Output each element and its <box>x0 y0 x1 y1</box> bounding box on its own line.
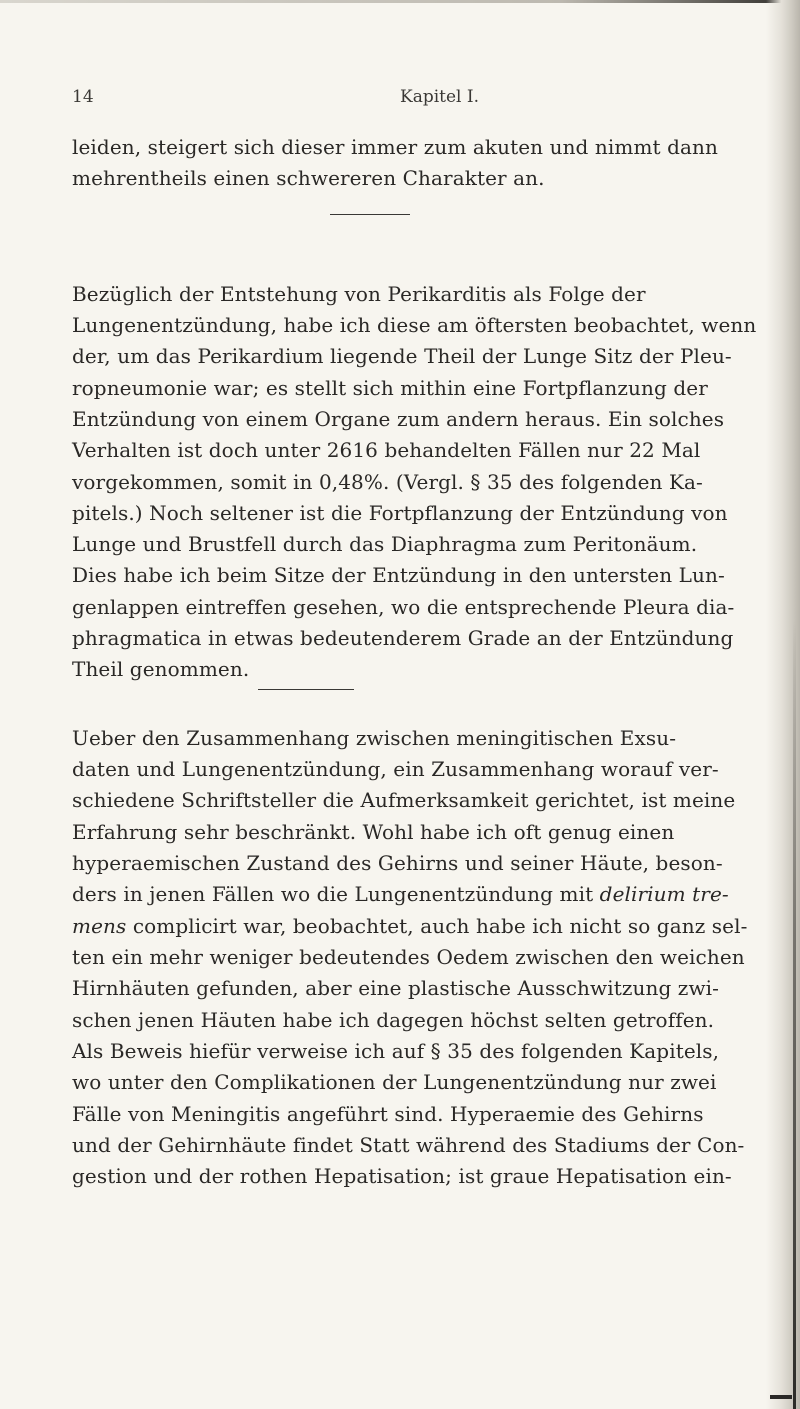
running-head: Kapitel I. <box>400 87 480 107</box>
text-line: mehrentheils einen schwereren Charakter an. <box>72 166 545 190</box>
text-line: Bezüglich der Entstehung von Perikarditis als Folge der <box>72 282 646 306</box>
text-line: Ueber den Zusammenhang zwischen meningitischen Exsu- <box>72 726 677 750</box>
text-line: Dies habe ich beim Sitze der Entzündung in den untersten Lun- <box>72 563 725 587</box>
text-line: Theil genommen. <box>72 657 250 681</box>
text-line: der, um das Perikardium liegende Theil der Lunge Sitz der Pleu- <box>72 344 732 368</box>
text-fragment: complicirt war, beobachtet, auch habe ich nicht so ganz sel- <box>126 914 748 938</box>
text-line: Hirnhäuten gefunden, aber eine plastische Ausschwitzung zwi- <box>72 976 720 1000</box>
text-line: vorgekommen, somit in 0,48%. (Vergl. § 35 des folgenden Ka- <box>72 470 703 494</box>
text-line: daten und Lungenentzündung, ein Zusammenhang worauf ver- <box>72 757 719 781</box>
text-line <box>72 884 729 904</box>
text-line: pitels.) Noch seltener ist die Fortpflanzung der Entzündung von <box>72 501 728 525</box>
text-line: Erfahrung sehr beschränkt. Wohl habe ich oft genug einen <box>72 820 675 844</box>
page-edge-line <box>793 620 796 1409</box>
text-line <box>72 916 747 936</box>
text-line: hyperaemischen Zustand des Gehirns und seiner Häute, beson- <box>72 851 723 875</box>
text-line: Verhalten ist doch unter 2616 behandelten Fällen nur 22 Mal <box>72 438 701 462</box>
corner-mark <box>770 1395 792 1399</box>
text-line: leiden, steigert sich dieser immer zum akuten und nimmt dann <box>72 135 719 159</box>
text-line: Lunge und Brustfell durch das Diaphragma zum Peritonäum. <box>72 532 698 556</box>
page-header <box>72 87 762 111</box>
italic-term: delirium tre- <box>599 882 729 906</box>
text-line: Lungenentzündung, habe ich diese am öftersten beobachtet, wenn <box>72 313 757 337</box>
text-fragment: ders in jenen Fällen wo die Lungenentzündung mit <box>72 882 600 906</box>
text-line: und der Gehirnhäute findet Statt während des Stadiums der Con- <box>72 1133 745 1157</box>
text-line: Als Beweis hiefür verweise ich auf § 35 des folgenden Kapitels, <box>72 1039 720 1063</box>
text-line: phragmatica in etwas bedeutenderem Grade an der Entzündung <box>72 626 734 650</box>
text-line: gestion und der rothen Hepatisation; ist graue Hepatisation ein- <box>72 1164 732 1188</box>
page-number: 14 <box>72 87 94 107</box>
text-line: schiedene Schriftsteller die Aufmerksamkeit gerichtet, ist meine <box>72 788 736 812</box>
text-line: ropneumonie war; es stellt sich mithin eine Fortpflanzung der <box>72 376 708 400</box>
text-line: wo unter den Complikationen der Lungenentzündung nur zwei <box>72 1070 717 1094</box>
text-line: ten ein mehr weniger bedeutendes Oedem zwischen den weichen <box>72 945 745 969</box>
text-line: genlappen eintreffen gesehen, wo die entsprechende Pleura dia- <box>72 595 735 619</box>
text-line: Fälle von Meningitis angeführt sind. Hyperaemie des Gehirns <box>72 1102 704 1126</box>
section-divider <box>258 689 354 690</box>
text-line: Entzündung von einem Organe zum andern heraus. Ein solches <box>72 407 725 431</box>
text-line: schen jenen Häuten habe ich dagegen höchst selten getroffen. <box>72 1008 715 1032</box>
section-divider <box>330 214 410 215</box>
italic-term: mens <box>72 914 127 938</box>
top-edge-rule <box>0 0 800 3</box>
